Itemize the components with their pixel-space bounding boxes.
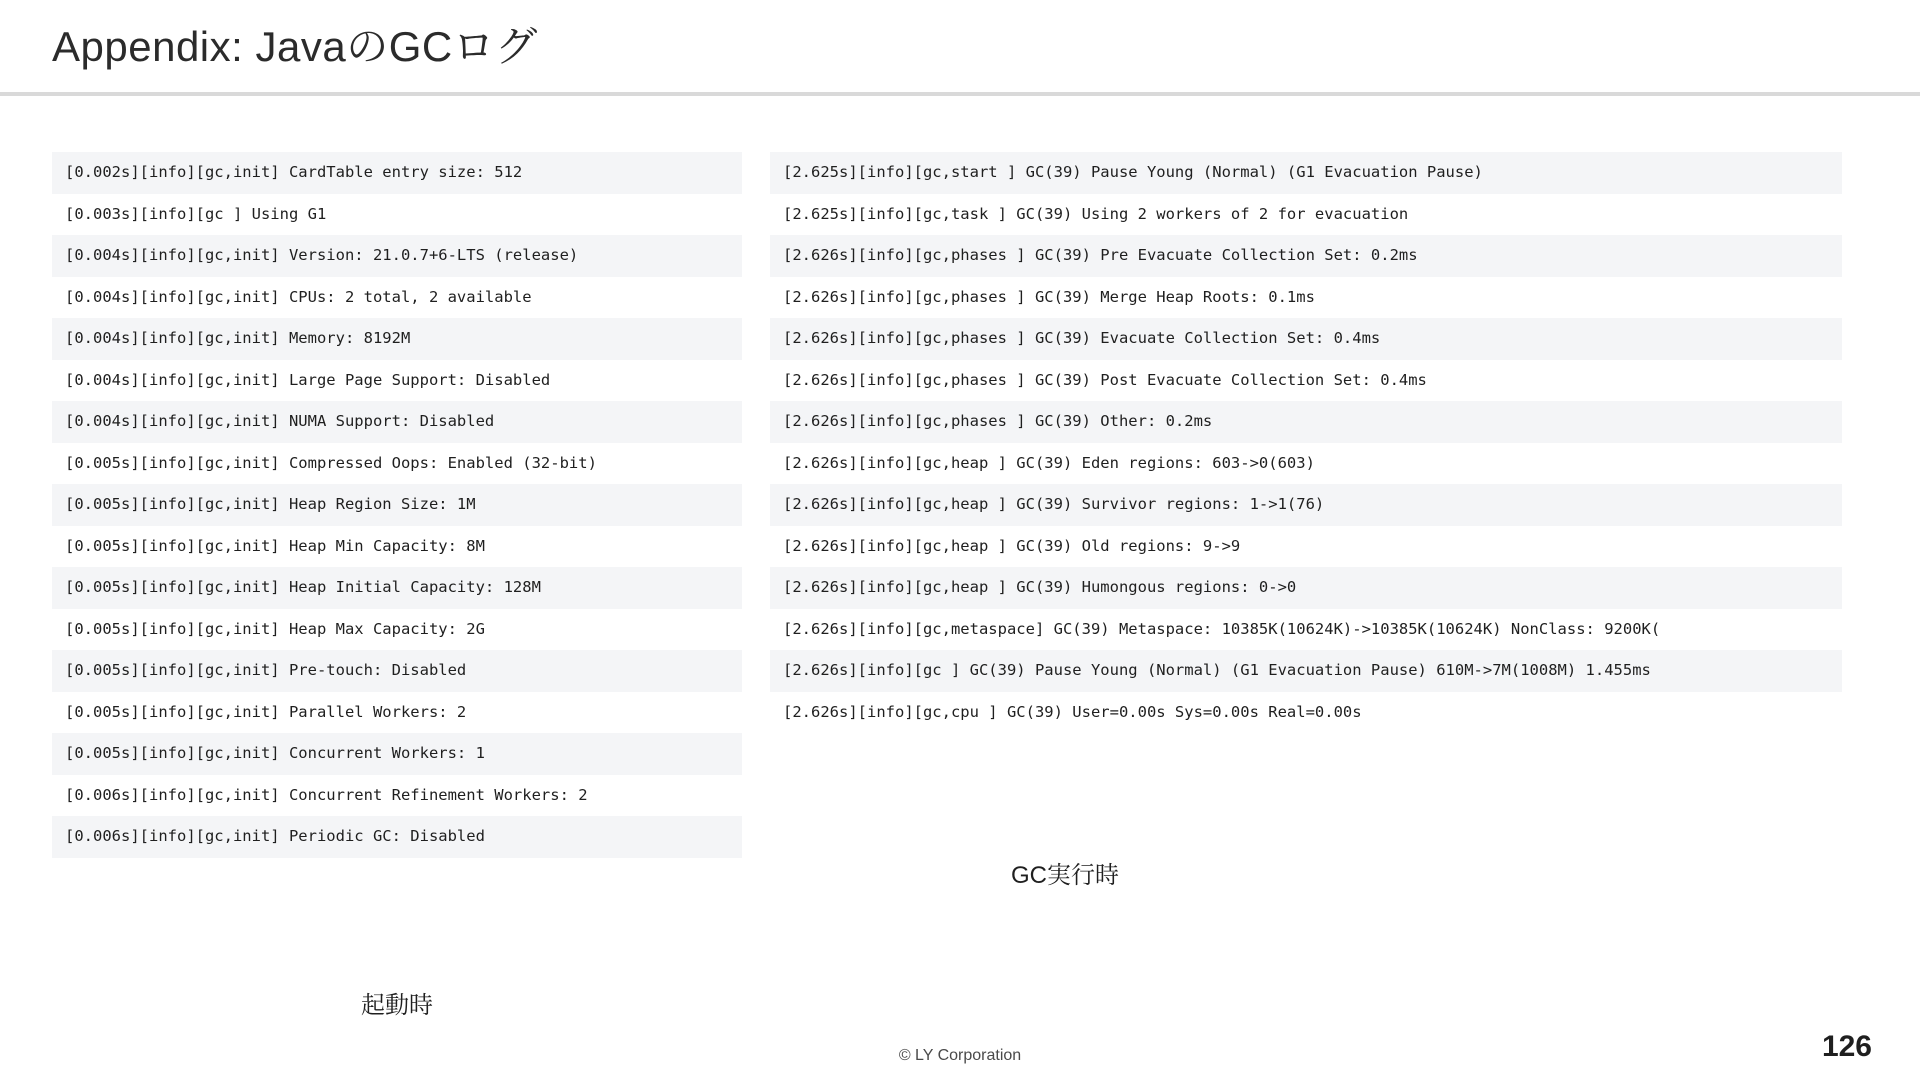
- gc-run-log-line: [2.626s][info][gc,metaspace] GC(39) Metaspace: 10385K(10624K)->10385K(10624K) NonClass: 9200K(: [770, 609, 1842, 651]
- startup-log-line: [0.005s][info][gc,init] Heap Region Size: 1M: [52, 484, 742, 526]
- startup-log-line: [0.005s][info][gc,init] Compressed Oops: Enabled (32-bit): [52, 443, 742, 485]
- page-title: Appendix: JavaのGCログ: [52, 23, 538, 70]
- gc-run-log-line: [2.626s][info][gc ] GC(39) Pause Young (Normal) (G1 Evacuation Pause) 610M->7M(1008M) 1.455ms: [770, 650, 1842, 692]
- gc-run-log-line: [2.625s][info][gc,task ] GC(39) Using 2 workers of 2 for evacuation: [770, 194, 1842, 236]
- startup-log-line: [0.004s][info][gc,init] CPUs: 2 total, 2 available: [52, 277, 742, 319]
- page-number: 126: [1821, 1030, 1872, 1063]
- gc-run-log-line: [2.626s][info][gc,heap ] GC(39) Eden regions: 603->0(603): [770, 443, 1842, 485]
- gc-run-log-line: [2.626s][info][gc,heap ] GC(39) Old regions: 9->9: [770, 526, 1842, 568]
- startup-log-line: [0.005s][info][gc,init] Heap Initial Capacity: 128M: [52, 567, 742, 609]
- gc-run-log-list: [770, 152, 1842, 733]
- startup-log-line: [0.002s][info][gc,init] CardTable entry size: 512: [52, 152, 742, 194]
- startup-log-line: [0.005s][info][gc,init] Concurrent Workers: 1: [52, 733, 742, 775]
- footer-copyright: © LY Corporation: [898, 1047, 1022, 1064]
- gc-run-log-line: [2.626s][info][gc,heap ] GC(39) Survivor regions: 1->1(76): [770, 484, 1842, 526]
- startup-log-line: [0.004s][info][gc,init] NUMA Support: Disabled: [52, 401, 742, 443]
- startup-log-caption: 起動時: [361, 992, 433, 1019]
- gc-run-log-panel: [770, 152, 1842, 733]
- startup-log-line: [0.005s][info][gc,init] Pre-touch: Disabled: [52, 650, 742, 692]
- startup-log-panel: [52, 152, 742, 858]
- gc-run-log-line: [2.626s][info][gc,cpu ] GC(39) User=0.00s Sys=0.00s Real=0.00s: [770, 692, 1842, 734]
- gc-run-log-line: [2.626s][info][gc,phases ] GC(39) Merge Heap Roots: 0.1ms: [770, 277, 1842, 319]
- title-divider: [0, 92, 1920, 96]
- gc-run-log-line: [2.626s][info][gc,phases ] GC(39) Pre Evacuate Collection Set: 0.2ms: [770, 235, 1842, 277]
- startup-log-line: [0.004s][info][gc,init] Large Page Support: Disabled: [52, 360, 742, 402]
- gc-run-log-line: [2.626s][info][gc,phases ] GC(39) Other: 0.2ms: [770, 401, 1842, 443]
- startup-log-line: [0.003s][info][gc ] Using G1: [52, 194, 742, 236]
- gc-run-log-line: [2.626s][info][gc,phases ] GC(39) Evacuate Collection Set: 0.4ms: [770, 318, 1842, 360]
- startup-log-line: [0.005s][info][gc,init] Parallel Workers: 2: [52, 692, 742, 734]
- startup-log-line: [0.006s][info][gc,init] Concurrent Refinement Workers: 2: [52, 775, 742, 817]
- gc-run-log-caption: GC実行時: [1011, 862, 1119, 889]
- startup-log-line: [0.005s][info][gc,init] Heap Max Capacity: 2G: [52, 609, 742, 651]
- startup-log-list: [52, 152, 742, 858]
- startup-log-line: [0.005s][info][gc,init] Heap Min Capacity: 8M: [52, 526, 742, 568]
- gc-run-log-line: [2.626s][info][gc,heap ] GC(39) Humongous regions: 0->0: [770, 567, 1842, 609]
- gc-run-log-line: [2.625s][info][gc,start ] GC(39) Pause Young (Normal) (G1 Evacuation Pause): [770, 152, 1842, 194]
- startup-log-line: [0.004s][info][gc,init] Memory: 8192M: [52, 318, 742, 360]
- startup-log-line: [0.006s][info][gc,init] Periodic GC: Disabled: [52, 816, 742, 858]
- startup-log-line: [0.004s][info][gc,init] Version: 21.0.7+6-LTS (release): [52, 235, 742, 277]
- gc-run-log-line: [2.626s][info][gc,phases ] GC(39) Post Evacuate Collection Set: 0.4ms: [770, 360, 1842, 402]
